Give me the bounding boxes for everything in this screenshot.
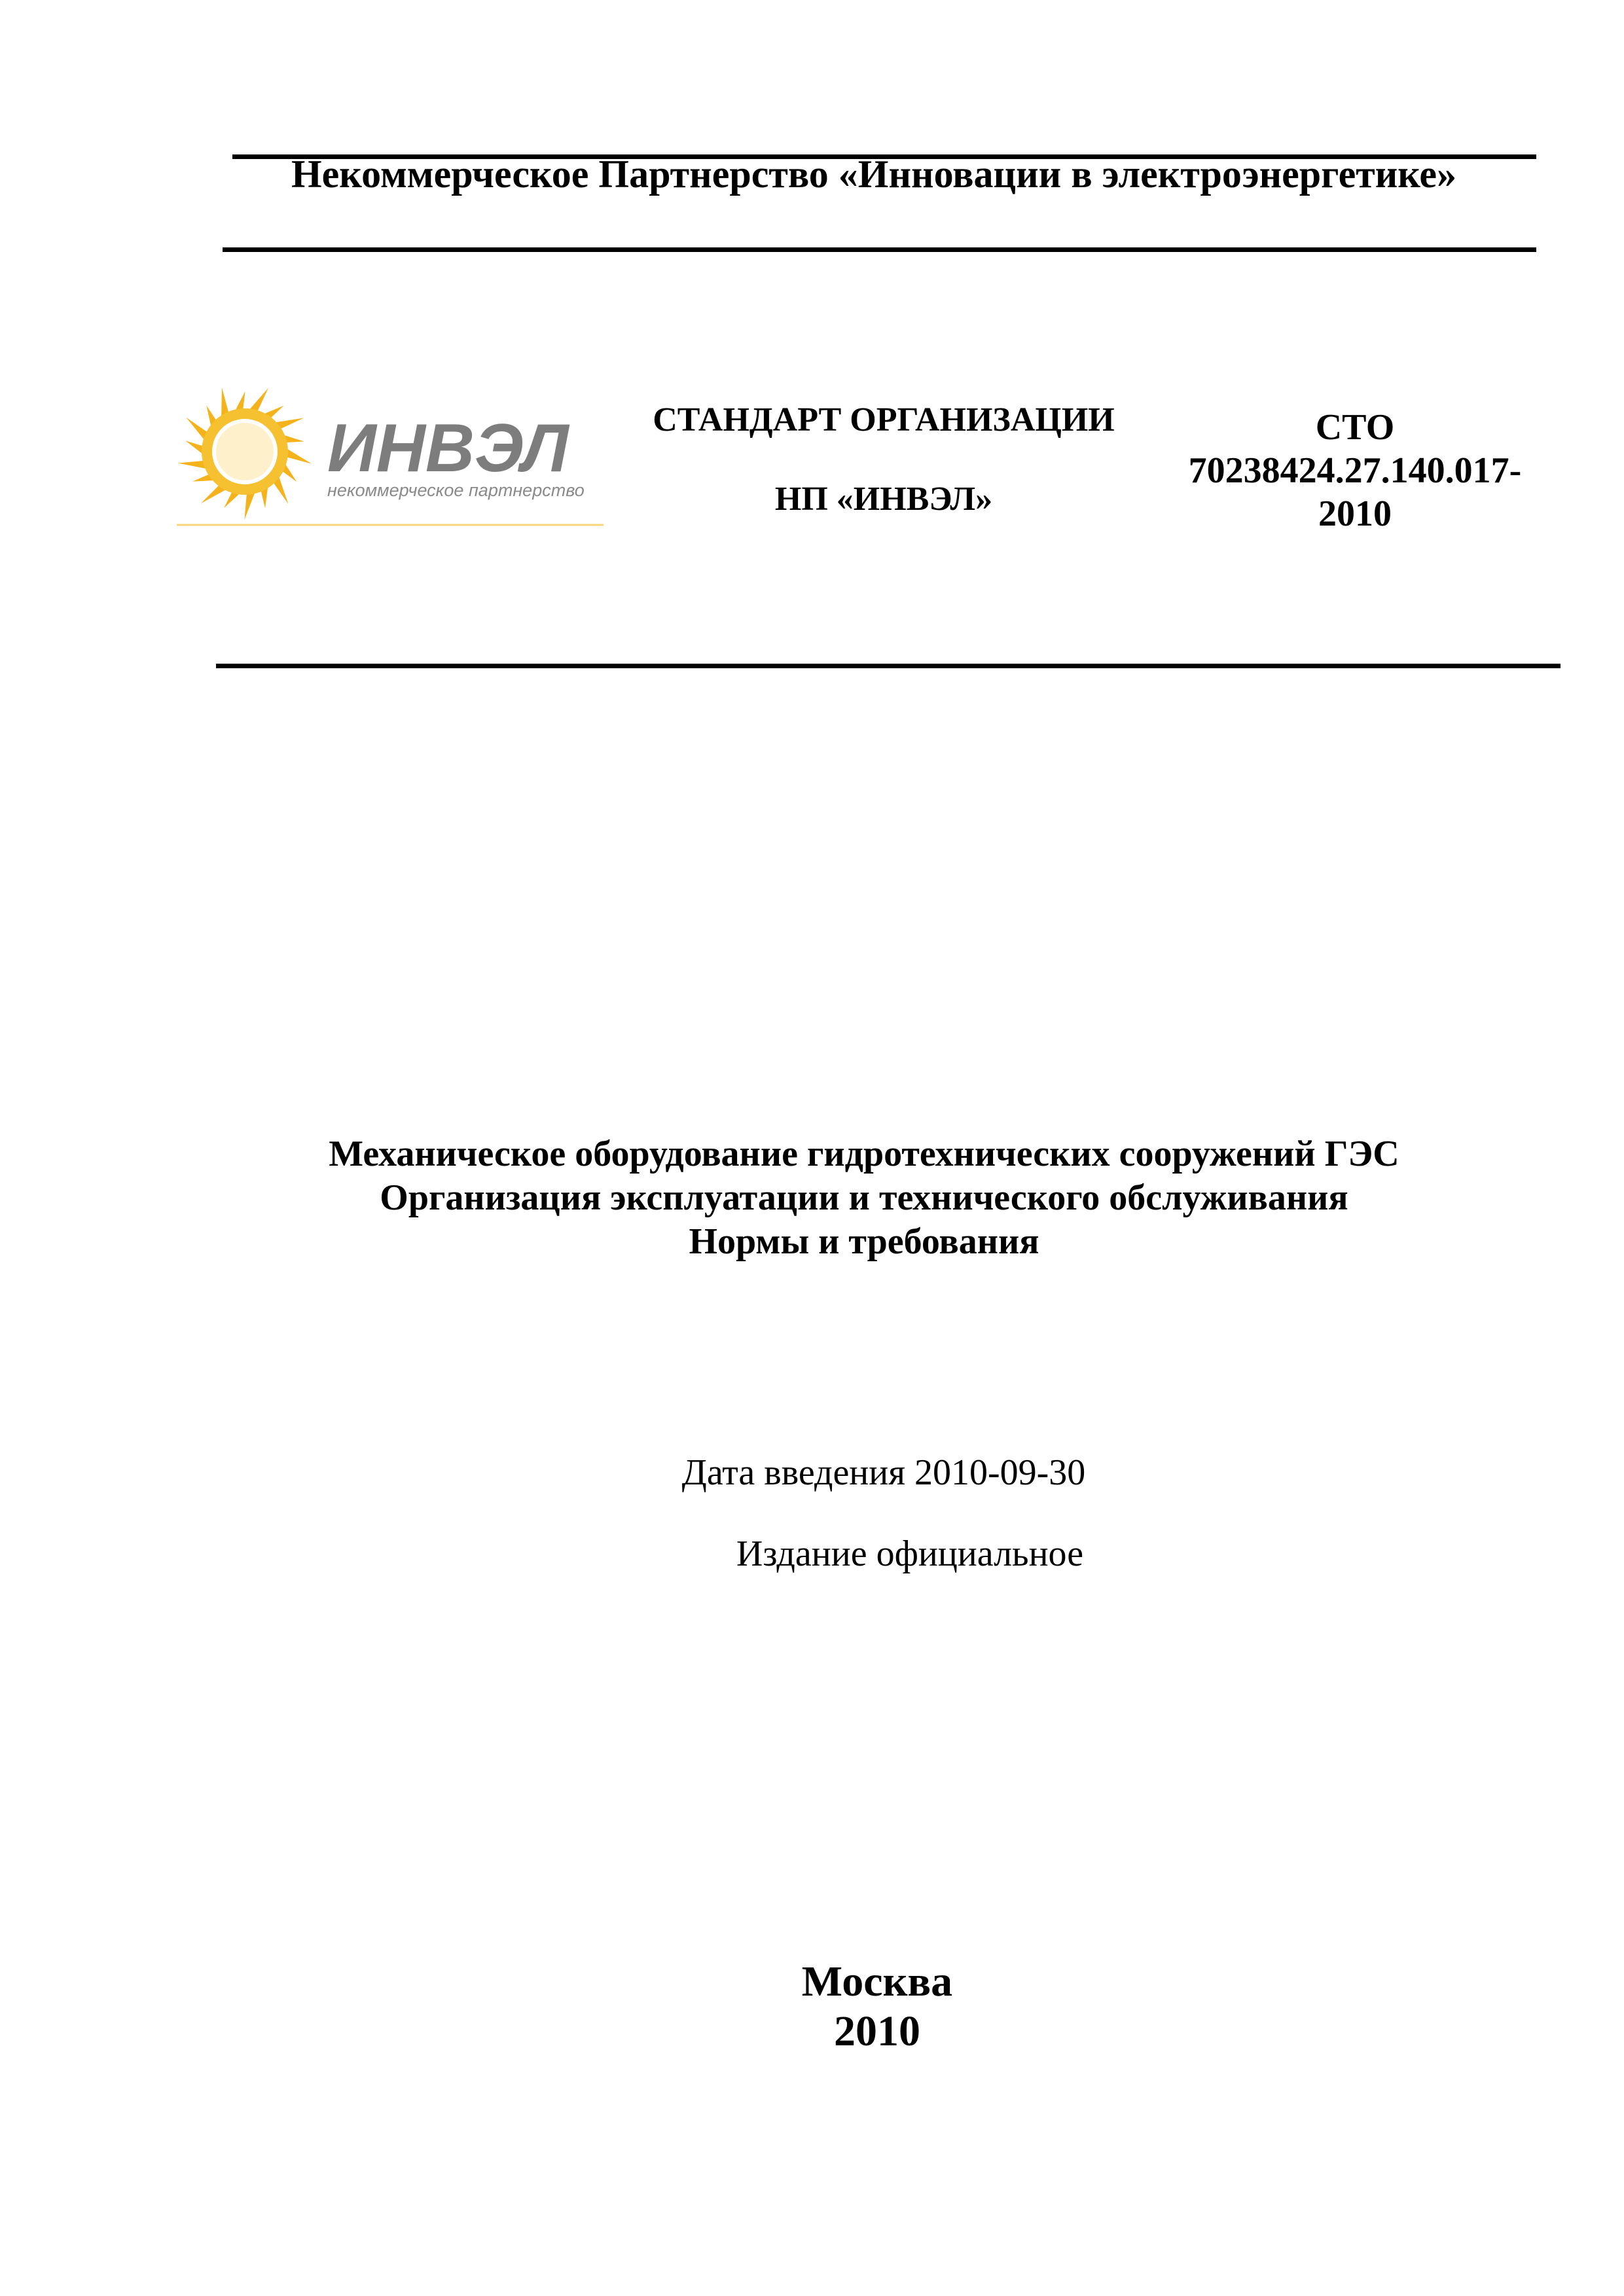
year: 2010 (834, 2007, 920, 2055)
organization-header: Некоммерческое Партнерство «Инновации в электроэнергетике» (291, 152, 1456, 196)
title-line: Организация эксплуатации и технического обслуживания (380, 1177, 1348, 1218)
title-line: Механическое оборудование гидротехнических сооружений ГЭС (329, 1134, 1399, 1174)
invel-logo (171, 380, 617, 537)
introduction-date: Дата введения 2010-09-30 (681, 1452, 1086, 1493)
standard-code-line: 70238424.27.140.017- (1188, 450, 1522, 491)
standard-code-line: 2010 (1318, 493, 1392, 534)
logo-tagline: некоммерческое партнерство (327, 480, 585, 500)
title-line: Нормы и требования (689, 1221, 1039, 1262)
edition-note: Издание официальное (736, 1534, 1084, 1574)
standard-code (1146, 406, 1564, 535)
header-bottom-rule (223, 247, 1536, 252)
city: Москва (801, 1958, 953, 2005)
publication-place (615, 1957, 1139, 2056)
sun-ray (284, 447, 312, 464)
standard-issuer: НП «ИНВЭЛ» (774, 480, 993, 518)
standard-code-line: СТО (1315, 407, 1395, 448)
document-title (157, 1132, 1571, 1264)
logo-wordmark: ИНВЭЛ (327, 410, 569, 486)
standard-type: СТАНДАРТ ОРГАНИЗАЦИИ (653, 401, 1115, 439)
logo-bottom-rule (216, 664, 1561, 668)
sun-icon (178, 387, 312, 520)
standard-type-block (622, 401, 1146, 518)
